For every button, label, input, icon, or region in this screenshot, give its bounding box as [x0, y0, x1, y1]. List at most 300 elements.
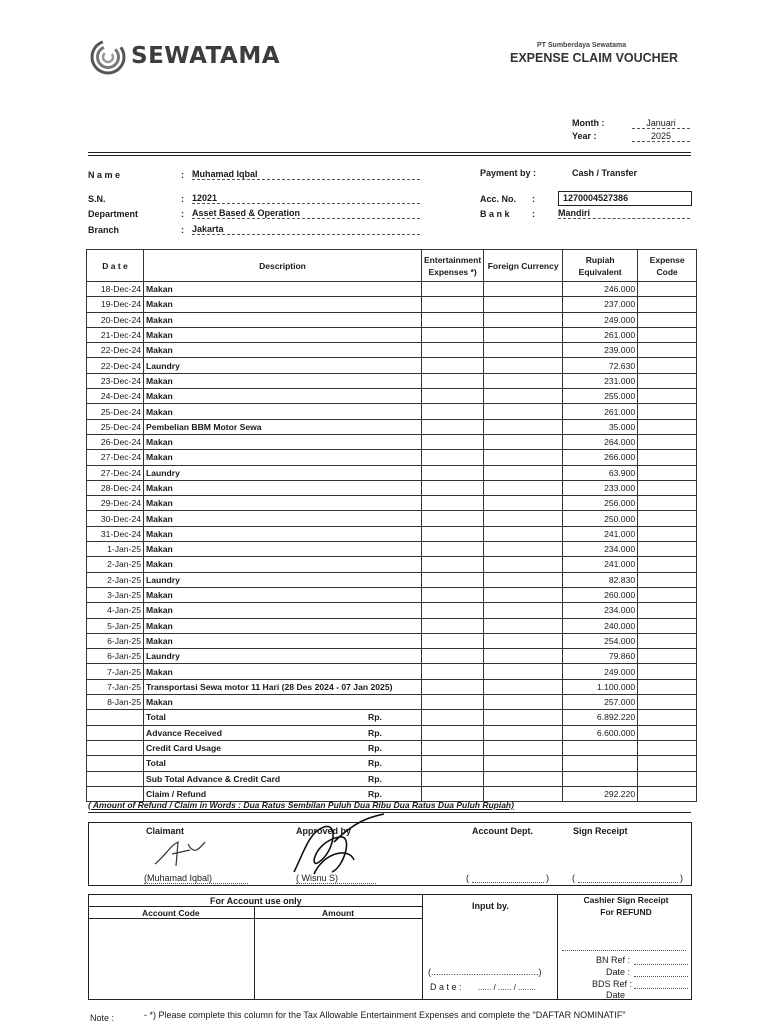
row-foreign: [484, 389, 563, 404]
row-amount: 256.000: [563, 496, 638, 511]
row-description: Makan: [144, 480, 422, 495]
row-entertainment: [422, 542, 484, 557]
row-description: Makan: [144, 633, 422, 648]
row-date: 22-Dec-24: [87, 343, 144, 358]
row-code: [638, 572, 697, 587]
row-date: 24-Dec-24: [87, 389, 144, 404]
row-description: Makan: [144, 511, 422, 526]
bds-ref-label: BDS Ref :: [592, 979, 633, 989]
row-date: 22-Dec-24: [87, 358, 144, 373]
table-row: [87, 419, 697, 434]
row-code: [638, 480, 697, 495]
summary-ent: [422, 771, 484, 786]
row-code: [638, 679, 697, 694]
cashier-title: Cashier Sign Receipt For REFUND: [583, 895, 669, 917]
account-code-header: Account Code: [142, 908, 200, 918]
row-date: 2-Jan-25: [87, 572, 144, 587]
row-foreign: [484, 679, 563, 694]
row-description: Laundry: [144, 465, 422, 480]
row-date: 28-Dec-24: [87, 480, 144, 495]
table-row: [87, 496, 697, 511]
row-date: 29-Dec-24: [87, 496, 144, 511]
summary-foreign: [484, 725, 563, 740]
table-row: [87, 587, 697, 602]
table-row: [87, 373, 697, 388]
account-dept-dotline: [472, 882, 544, 883]
table-row: [87, 434, 697, 449]
table-row: [87, 572, 697, 587]
row-foreign: [484, 358, 563, 373]
account-dept-open: (: [466, 873, 469, 883]
row-description: Transportasi Sewa motor 11 Hari (28 Des 2024 - 07 Jan 2025): [144, 679, 422, 694]
summary-blank: [87, 725, 144, 740]
summary-row: [87, 740, 697, 755]
row-foreign: [484, 434, 563, 449]
row-entertainment: [422, 526, 484, 541]
row-entertainment: [422, 603, 484, 618]
summary-amount: [563, 756, 638, 771]
cashier-dotline: [562, 950, 686, 951]
row-entertainment: [422, 373, 484, 388]
row-date: 20-Dec-24: [87, 312, 144, 327]
row-entertainment: [422, 557, 484, 572]
row-amount: 63.900: [563, 465, 638, 480]
row-entertainment: [422, 480, 484, 495]
row-code: [638, 373, 697, 388]
summary-rp: Rp.: [368, 773, 382, 784]
row-description: Makan: [144, 297, 422, 312]
row-date: 23-Dec-24: [87, 373, 144, 388]
row-foreign: [484, 343, 563, 358]
row-code: [638, 389, 697, 404]
logo-swirl-icon: [88, 38, 128, 76]
table-row: [87, 297, 697, 312]
account-use-hline-1: [88, 906, 422, 907]
row-foreign: [484, 633, 563, 648]
words-line: ( Amount of Refund / Claim in Words : Dua Ratus Sembilan Puluh Dua Ribu Dua Ratus Dua Puluh Rupiah): [88, 800, 514, 810]
row-amount: 234.000: [563, 542, 638, 557]
bds-ref-line: [634, 988, 688, 989]
summary-label-text: Credit Card Usage: [146, 743, 221, 754]
row-amount: 35.000: [563, 419, 638, 434]
row-code: [638, 526, 697, 541]
row-date: 6-Jan-25: [87, 633, 144, 648]
name-label: N a m e: [88, 170, 121, 180]
row-amount: 241.000: [563, 557, 638, 572]
sn-label: S.N.: [88, 194, 106, 204]
table-row: [87, 465, 697, 480]
document-title: EXPENSE CLAIM VOUCHER: [510, 51, 679, 65]
row-foreign: [484, 649, 563, 664]
table-row: [87, 542, 697, 557]
summary-rp: Rp.: [368, 712, 382, 723]
row-entertainment: [422, 404, 484, 419]
row-date: 19-Dec-24: [87, 297, 144, 312]
row-foreign: [484, 603, 563, 618]
row-amount: 82.830: [563, 572, 638, 587]
row-amount: 237.000: [563, 297, 638, 312]
summary-label-text: Total: [146, 758, 166, 769]
row-foreign: [484, 526, 563, 541]
row-description: Makan: [144, 603, 422, 618]
row-code: [638, 511, 697, 526]
row-foreign: [484, 542, 563, 557]
row-date: 30-Dec-24: [87, 511, 144, 526]
row-code: [638, 404, 697, 419]
summary-code: [638, 740, 697, 755]
company-logo: [88, 38, 128, 76]
row-description: Makan: [144, 618, 422, 633]
row-entertainment: [422, 587, 484, 602]
summary-label: [144, 710, 422, 725]
summary-row: [87, 756, 697, 771]
summary-label-text: Total: [146, 712, 166, 723]
input-by-blank: (...........................................): [428, 967, 542, 977]
row-date: 21-Dec-24: [87, 327, 144, 342]
row-entertainment: [422, 633, 484, 648]
claimant-signature-icon: [150, 836, 210, 872]
row-entertainment: [422, 343, 484, 358]
row-code: [638, 542, 697, 557]
expense-table: [86, 249, 697, 802]
row-description: Makan: [144, 389, 422, 404]
row-amount: 240.000: [563, 618, 638, 633]
table-row: [87, 695, 697, 710]
summary-code: [638, 710, 697, 725]
summary-amount: [563, 771, 638, 786]
approver-name: ( Wisnu S): [296, 873, 376, 884]
summary-code: [638, 725, 697, 740]
row-foreign: [484, 664, 563, 679]
table-header-row: [87, 250, 697, 282]
date2-label: Date :: [606, 967, 631, 977]
date3-label: Date: [606, 990, 626, 998]
sign-receipt-label: Sign Receipt: [573, 826, 628, 836]
summary-blank: [87, 771, 144, 786]
row-code: [638, 312, 697, 327]
row-amount: 250.000: [563, 511, 638, 526]
bn-ref-line: [634, 964, 688, 965]
row-amount: 264.000: [563, 434, 638, 449]
row-date: 8-Jan-25: [87, 695, 144, 710]
row-description: Makan: [144, 343, 422, 358]
row-foreign: [484, 465, 563, 480]
row-description: Laundry: [144, 358, 422, 373]
row-entertainment: [422, 327, 484, 342]
bn-ref-label: BN Ref :: [596, 955, 631, 965]
row-entertainment: [422, 434, 484, 449]
row-foreign: [484, 327, 563, 342]
table-row: [87, 343, 697, 358]
row-code: [638, 587, 697, 602]
branch-value: Jakarta: [192, 224, 420, 235]
row-amount: 79.860: [563, 649, 638, 664]
account-use-vline-3: [254, 907, 255, 1000]
row-amount: 246.000: [563, 282, 638, 297]
header-foreign: Foreign Currency: [484, 250, 563, 282]
row-entertainment: [422, 572, 484, 587]
row-entertainment: [422, 389, 484, 404]
account-use-title: For Account use only: [210, 896, 302, 906]
year-label: Year :: [572, 131, 597, 141]
row-code: [638, 450, 697, 465]
row-date: 4-Jan-25: [87, 603, 144, 618]
row-entertainment: [422, 419, 484, 434]
summary-foreign: [484, 756, 563, 771]
summary-code: [638, 786, 697, 801]
row-entertainment: [422, 695, 484, 710]
row-date: 26-Dec-24: [87, 434, 144, 449]
row-date: 6-Jan-25: [87, 649, 144, 664]
row-description: Makan: [144, 373, 422, 388]
header-entertainment: Entertainment Expenses *): [422, 250, 484, 282]
header-rupiah: Rupiah Equivalent: [563, 250, 638, 282]
table-row: [87, 312, 697, 327]
row-foreign: [484, 373, 563, 388]
row-amount: 231.000: [563, 373, 638, 388]
row-entertainment: [422, 511, 484, 526]
header-divider-2: [88, 155, 691, 156]
row-date: 1-Jan-25: [87, 542, 144, 557]
row-foreign: [484, 282, 563, 297]
sn-value: 12021: [192, 193, 420, 204]
summary-row: [87, 725, 697, 740]
summary-label: [144, 771, 422, 786]
table-row: [87, 618, 697, 633]
row-entertainment: [422, 312, 484, 327]
sign-receipt-dotline: [578, 882, 678, 883]
row-code: [638, 649, 697, 664]
sn-colon: :: [181, 194, 184, 204]
summary-label: [144, 756, 422, 771]
name-value: Muhamad Iqbal: [192, 169, 420, 180]
row-code: [638, 297, 697, 312]
row-amount: 249.000: [563, 312, 638, 327]
header-divider: [88, 152, 691, 153]
row-code: [638, 496, 697, 511]
table-row: [87, 358, 697, 373]
row-amount: 266.000: [563, 450, 638, 465]
input-by-label: Input by.: [472, 901, 509, 911]
summary-label-text: Sub Total Advance & Credit Card: [146, 773, 281, 784]
logo-text: SEWATAMA: [131, 43, 281, 69]
note-label: Note :: [90, 1013, 115, 1023]
row-description: Laundry: [144, 572, 422, 587]
row-foreign: [484, 480, 563, 495]
payment-value: Cash / Transfer: [572, 168, 638, 178]
row-code: [638, 419, 697, 434]
table-row: [87, 633, 697, 648]
row-code: [638, 603, 697, 618]
summary-label-text: Advance Received: [146, 727, 222, 738]
row-amount: 234.000: [563, 603, 638, 618]
summary-ent: [422, 710, 484, 725]
row-description: Makan: [144, 664, 422, 679]
row-code: [638, 465, 697, 480]
row-date: 25-Dec-24: [87, 404, 144, 419]
row-date: 31-Dec-24: [87, 526, 144, 541]
summary-ent: [422, 756, 484, 771]
summary-rp: Rp.: [368, 758, 382, 769]
row-description: Makan: [144, 695, 422, 710]
summary-foreign: [484, 740, 563, 755]
row-date: 7-Jan-25: [87, 679, 144, 694]
row-code: [638, 557, 697, 572]
approver-signature-icon: [284, 812, 394, 882]
row-amount: 72.630: [563, 358, 638, 373]
row-entertainment: [422, 664, 484, 679]
row-entertainment: [422, 649, 484, 664]
name-colon: :: [181, 170, 184, 180]
row-entertainment: [422, 465, 484, 480]
header-date: D a t e: [87, 250, 144, 282]
row-description: Makan: [144, 434, 422, 449]
date2-line: [634, 976, 688, 977]
row-amount: 261.000: [563, 404, 638, 419]
row-amount: 257.000: [563, 695, 638, 710]
row-entertainment: [422, 358, 484, 373]
row-amount: 254.000: [563, 633, 638, 648]
row-description: Pembelian BBM Motor Sewa: [144, 419, 422, 434]
summary-blank: [87, 710, 144, 725]
row-amount: 1.100.000: [563, 679, 638, 694]
table-row: [87, 649, 697, 664]
summary-foreign: [484, 771, 563, 786]
row-entertainment: [422, 618, 484, 633]
bank-value: Mandiri: [558, 208, 690, 219]
department-value: Asset Based & Operation: [192, 208, 420, 219]
note-text: - *) Please complete this column for the Tax Allowable Entertainment Expenses and complete the "DAFTAR NOMINATIF": [144, 1010, 626, 1020]
row-code: [638, 282, 697, 297]
summary-foreign: [484, 710, 563, 725]
acc-value: 1270004527386: [558, 191, 692, 206]
year-value: 2025: [632, 131, 690, 142]
table-row: [87, 511, 697, 526]
summary-blank: [87, 740, 144, 755]
summary-code: [638, 771, 697, 786]
row-foreign: [484, 404, 563, 419]
summary-label: [144, 725, 422, 740]
row-entertainment: [422, 679, 484, 694]
row-amount: 249.000: [563, 664, 638, 679]
row-code: [638, 327, 697, 342]
summary-label: [144, 740, 422, 755]
row-description: Makan: [144, 404, 422, 419]
row-foreign: [484, 557, 563, 572]
row-date: 18-Dec-24: [87, 282, 144, 297]
row-date: 27-Dec-24: [87, 465, 144, 480]
account-use-vline-2: [557, 894, 558, 1000]
account-use-vline-1: [422, 894, 423, 1000]
month-label: Month :: [572, 118, 605, 128]
summary-amount: [563, 740, 638, 755]
month-value: Januari: [632, 118, 690, 129]
row-code: [638, 633, 697, 648]
summary-ent: [422, 740, 484, 755]
table-row: [87, 557, 697, 572]
claimant-label: Claimant: [146, 826, 185, 836]
row-foreign: [484, 312, 563, 327]
row-description: Makan: [144, 542, 422, 557]
payment-label: Payment by :: [480, 168, 537, 178]
table-row: [87, 480, 697, 495]
input-date-blank: ...... / ...... / ........: [478, 983, 536, 992]
row-description: Laundry: [144, 649, 422, 664]
table-row: [87, 679, 697, 694]
header-code: Expense Code: [638, 250, 697, 282]
row-code: [638, 343, 697, 358]
department-label: Department: [88, 209, 139, 219]
row-code: [638, 695, 697, 710]
row-date: 3-Jan-25: [87, 587, 144, 602]
amount-header: Amount: [322, 908, 355, 918]
summary-row: [87, 771, 697, 786]
row-foreign: [484, 587, 563, 602]
row-description: Makan: [144, 587, 422, 602]
row-entertainment: [422, 450, 484, 465]
summary-blank: [87, 756, 144, 771]
summary-rp: Rp.: [368, 727, 382, 738]
row-entertainment: [422, 282, 484, 297]
row-date: 2-Jan-25: [87, 557, 144, 572]
row-foreign: [484, 572, 563, 587]
row-code: [638, 358, 697, 373]
row-date: 5-Jan-25: [87, 618, 144, 633]
table-row: [87, 603, 697, 618]
summary-row: [87, 710, 697, 725]
summary-label-text: Claim / Refund: [146, 788, 207, 799]
row-description: Makan: [144, 496, 422, 511]
table-row: [87, 450, 697, 465]
account-dept-close: ): [546, 873, 549, 883]
row-foreign: [484, 695, 563, 710]
row-description: Makan: [144, 557, 422, 572]
row-description: Makan: [144, 327, 422, 342]
row-foreign: [484, 618, 563, 633]
summary-rp: Rp.: [368, 788, 382, 799]
account-dept-label: Account Dept.: [472, 826, 534, 836]
row-foreign: [484, 297, 563, 312]
row-amount: 233.000: [563, 480, 638, 495]
acc-label: Acc. No.: [480, 194, 517, 204]
table-row: [87, 389, 697, 404]
table-row: [87, 327, 697, 342]
input-date-label: D a t e :: [430, 982, 462, 992]
summary-amount: 6.600.000: [563, 725, 638, 740]
row-description: Makan: [144, 526, 422, 541]
table-row: [87, 526, 697, 541]
summary-code: [638, 756, 697, 771]
table-row: [87, 664, 697, 679]
branch-label: Branch: [88, 225, 120, 235]
table-row: [87, 404, 697, 419]
row-entertainment: [422, 297, 484, 312]
row-amount: 260.000: [563, 587, 638, 602]
branch-colon: :: [181, 225, 184, 235]
row-description: Makan: [144, 282, 422, 297]
row-amount: 241.000: [563, 526, 638, 541]
row-amount: 255.000: [563, 389, 638, 404]
row-description: Makan: [144, 450, 422, 465]
sign-receipt-open: (: [572, 873, 575, 883]
summary-amount: 292.220: [563, 786, 638, 801]
sign-receipt-close: ): [680, 873, 683, 883]
approved-label: Approved by: [296, 826, 352, 836]
row-foreign: [484, 511, 563, 526]
row-date: 7-Jan-25: [87, 664, 144, 679]
row-amount: 239.000: [563, 343, 638, 358]
row-code: [638, 434, 697, 449]
